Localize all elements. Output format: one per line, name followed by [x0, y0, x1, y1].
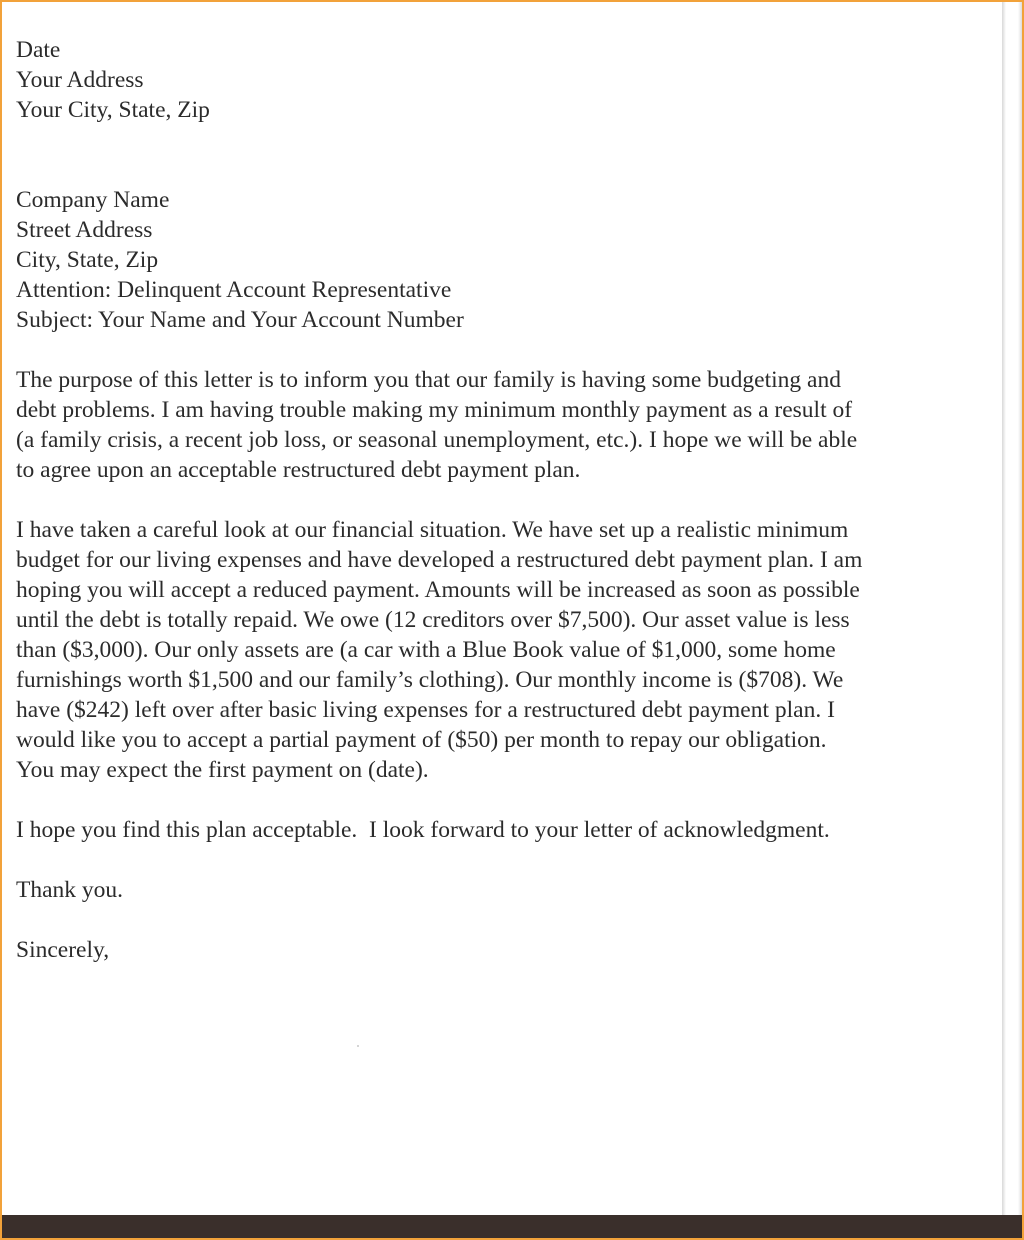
- scan-speck: [357, 1045, 359, 1047]
- sender-city-state-zip: Your City, State, Zip: [16, 97, 210, 123]
- recipient-block: [16, 185, 946, 335]
- attention-line: Attention: Delinquent Account Representative: [16, 277, 452, 303]
- spacer: [16, 785, 946, 815]
- paragraph-2-line: than ($3,000). Our only assets are (a car with a Blue Book value of $1,000, some home: [16, 637, 836, 663]
- paragraph-1-line: to agree upon an acceptable restructured debt payment plan.: [16, 457, 581, 483]
- letter-body: [16, 35, 946, 965]
- paragraph-2-line: I have taken a careful look at our financial situation. We have set up a realistic minimum: [16, 517, 849, 543]
- sender-address: Your Address: [16, 67, 144, 93]
- paragraph-2-line: would like you to accept a partial payment of ($50) per month to repay our obligation.: [16, 727, 827, 753]
- paragraph-2-line: budget for our living expenses and have developed a restructured debt payment plan. I am: [16, 547, 863, 573]
- page-bottom-edge: [2, 1215, 1022, 1238]
- spacer: [16, 845, 946, 875]
- paragraph-1-line: debt problems. I am having trouble making my minimum monthly payment as a result of: [16, 397, 853, 423]
- paragraph-3: I hope you find this plan acceptable. I look forward to your letter of acknowledgment.: [16, 817, 830, 843]
- paragraph-2-line: furnishings worth $1,500 and our family’s clothing). Our monthly income is ($708). We: [16, 667, 844, 693]
- letter-paper: [2, 2, 1002, 1215]
- page-right-edge: [1002, 2, 1022, 1215]
- paragraph-2-line: You may expect the first payment on (date).: [16, 757, 429, 783]
- subject-line: Subject: Your Name and Your Account Number: [16, 307, 464, 333]
- sender-block: [16, 35, 946, 125]
- spacer: [16, 125, 946, 185]
- paragraph-2-line: have ($242) left over after basic living expenses for a restructured debt payment plan. I: [16, 697, 835, 723]
- recipient-street: Street Address: [16, 217, 153, 243]
- recipient-company: Company Name: [16, 187, 170, 213]
- paragraph-2-line: until the debt is totally repaid. We owe (12 creditors over $7,500). Our asset value is less: [16, 607, 850, 633]
- closing-signoff: Sincerely,: [16, 937, 110, 963]
- paragraph-1-line: The purpose of this letter is to inform you that our family is having some budgeting and: [16, 367, 841, 393]
- paragraph-1-line: (a family crisis, a recent job loss, or seasonal unemployment, etc.). I hope we will be able: [16, 427, 858, 453]
- paragraph-1: [16, 365, 946, 485]
- spacer: [16, 905, 946, 935]
- paragraph-2-line: hoping you will accept a reduced payment. Amounts will be increased as soon as possible: [16, 577, 860, 603]
- paragraph-2: [16, 515, 946, 785]
- spacer: [16, 485, 946, 515]
- sender-date: Date: [16, 37, 61, 63]
- closing-thanks: Thank you.: [16, 877, 124, 903]
- spacer: [16, 335, 946, 365]
- recipient-city-state-zip: City, State, Zip: [16, 247, 159, 273]
